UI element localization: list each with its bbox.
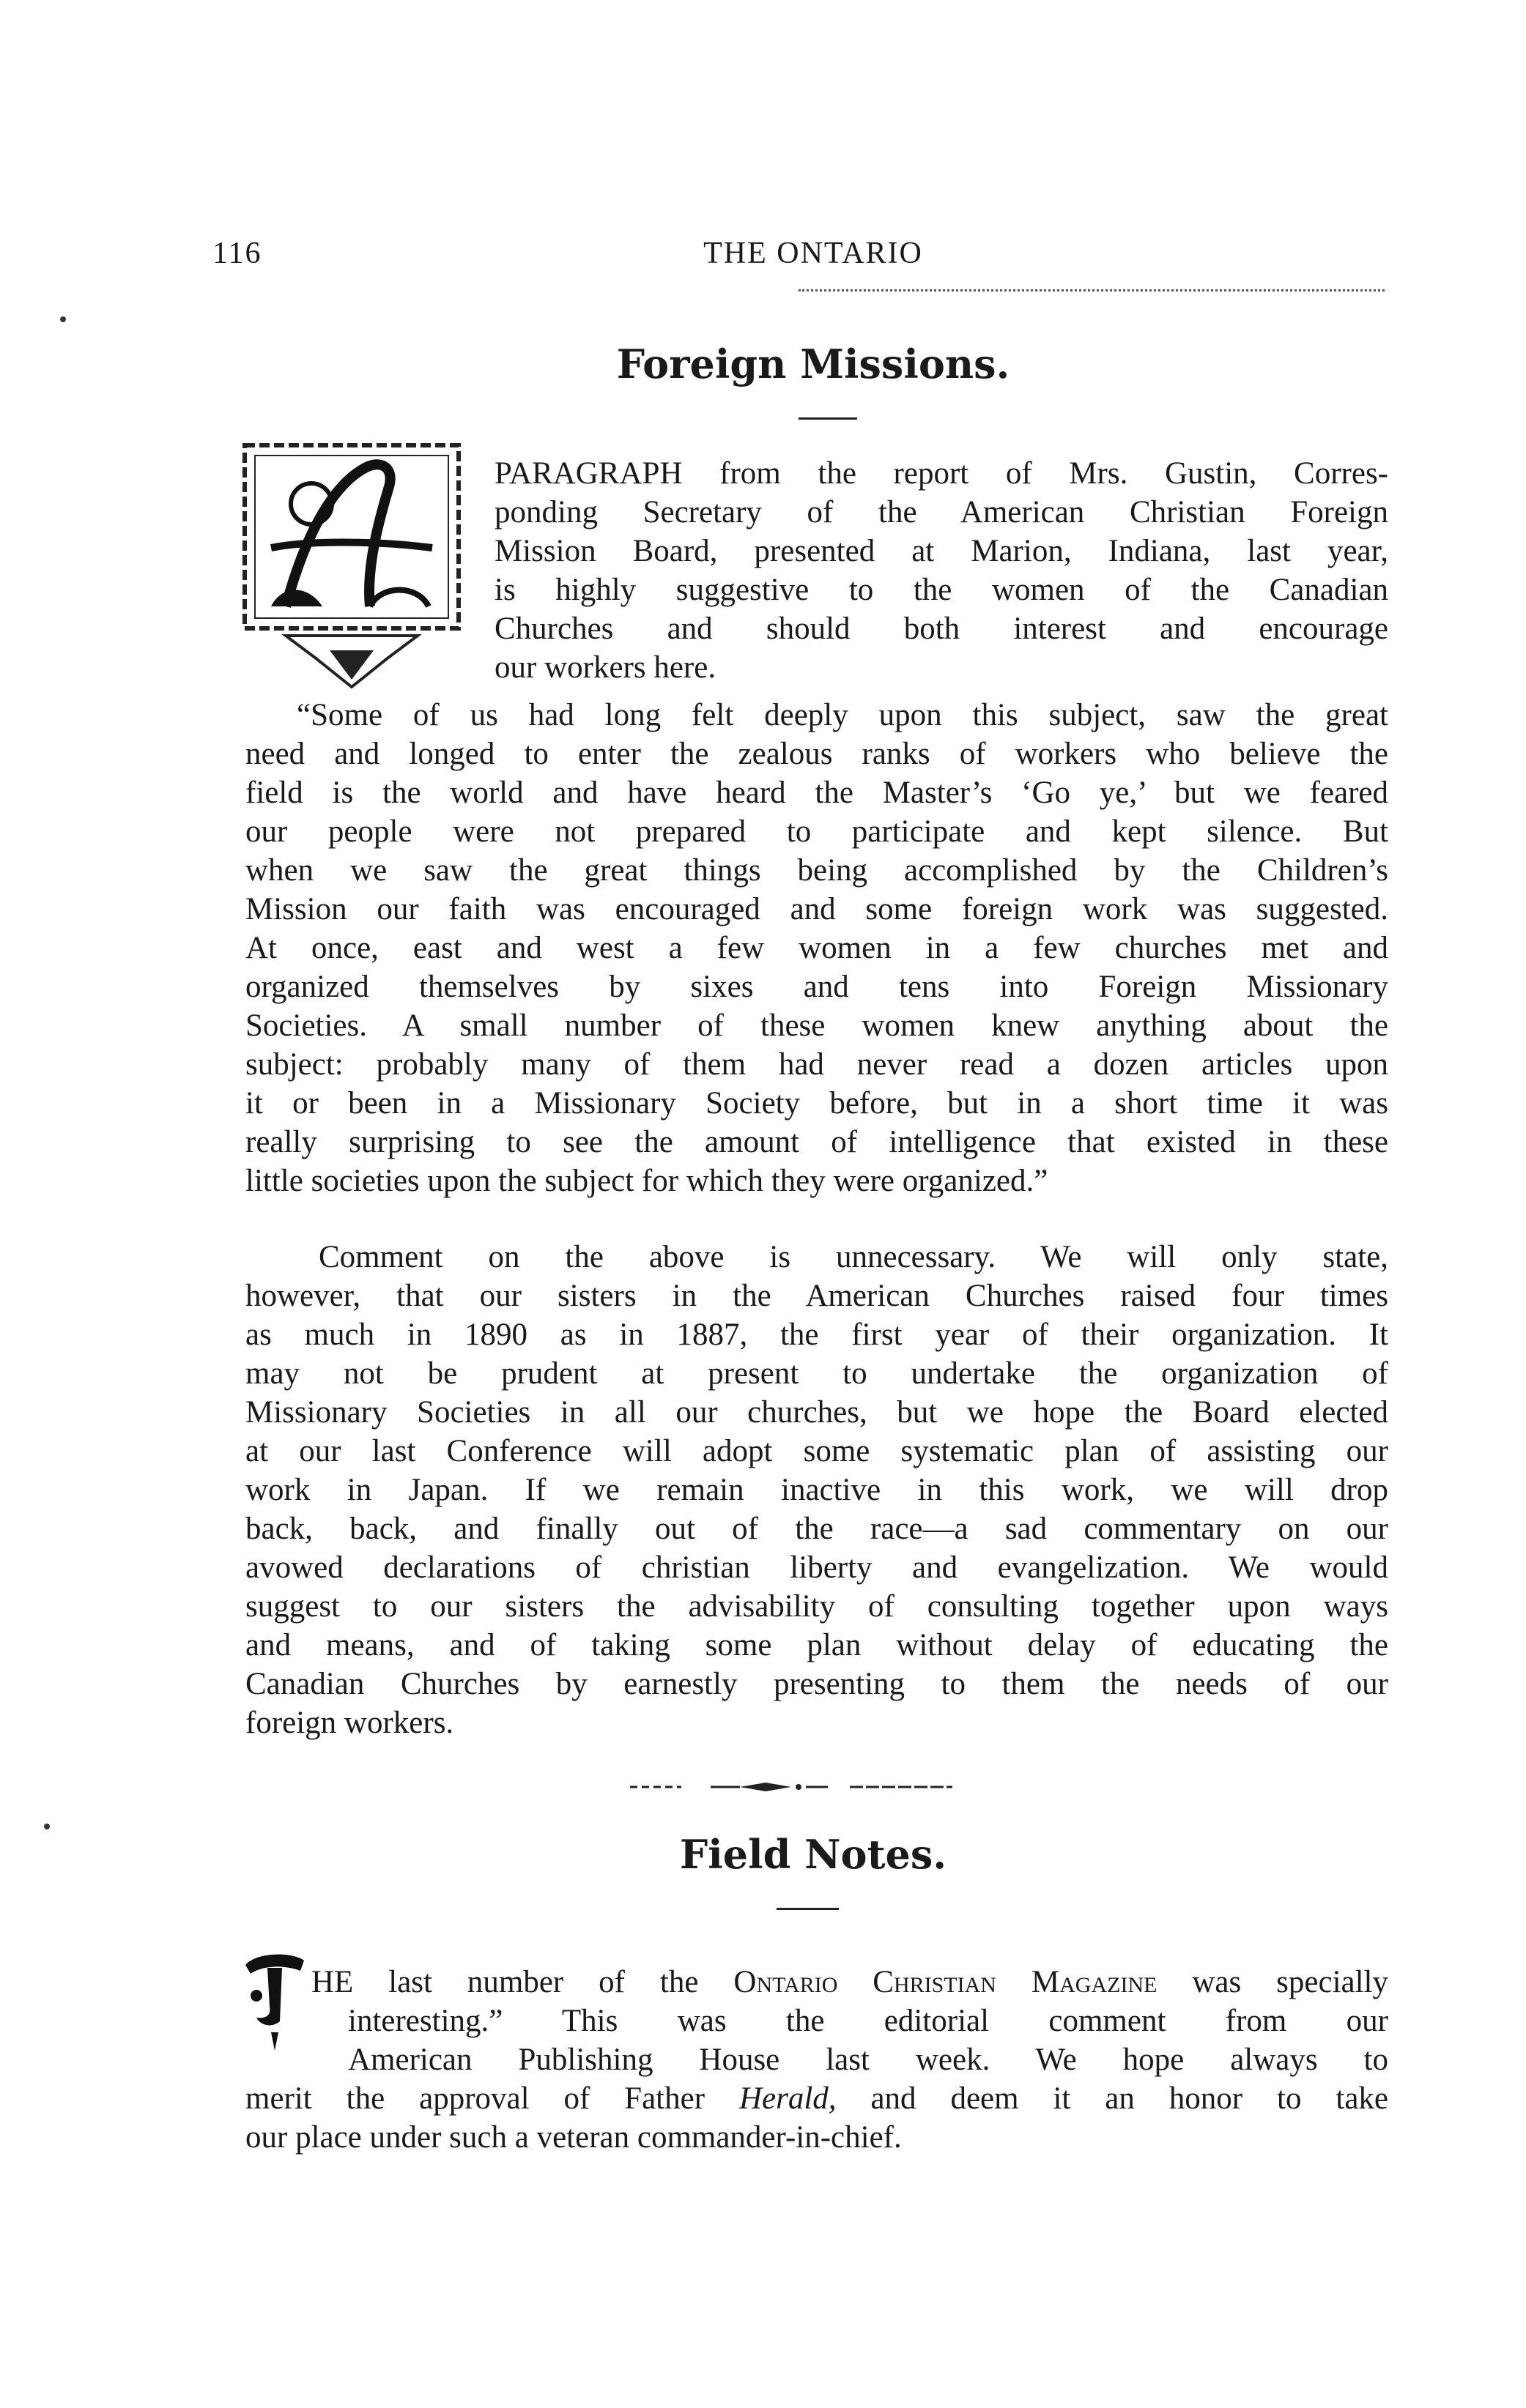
paragraph-line: PARAGRAPH from the report of Mrs. Gustin, Corres- (495, 456, 1388, 491)
paragraph-line: At once, east and west a few women in a few churches met and (245, 931, 1388, 965)
paragraph-line: work in Japan. If we remain inactive in this work, we will drop (245, 1473, 1388, 1507)
paragraph-comment (245, 1238, 1388, 1742)
paragraph-quote (245, 696, 1388, 1200)
paragraph-line: foreign workers. (245, 1706, 454, 1740)
paragraph-line: need and longed to enter the zealous ranks of workers who believe the (245, 737, 1388, 771)
paragraph-line: at our last Conference will adopt some systematic plan of assisting our (245, 1434, 1388, 1468)
page-number: 116 (212, 237, 262, 270)
paragraph-line: avowed declarations of christian liberty and evangelization. We would (245, 1550, 1388, 1585)
paragraph-line: Societies. A small number of these women knew anything about the (245, 1008, 1388, 1043)
paragraph-line: and means, and of taking some plan without delay of educating the (245, 1628, 1388, 1662)
paragraph-line: Churches and should both interest and encourage (495, 612, 1388, 646)
paragraph-intro (495, 454, 1388, 687)
paragraph-line: when we saw the great things being accomplished by the Children’s (245, 853, 1388, 888)
text-run: HE last number of the (311, 1965, 734, 1999)
section-title-field-notes: Field Notes. (679, 1831, 947, 1878)
text-run: and deem it an honor to take (836, 2081, 1388, 2116)
text-run: was specially (1157, 1965, 1388, 1999)
paragraph-line: may not be prudent at present to undertake the organization of (245, 1356, 1388, 1391)
paragraph-line: it or been in a Missionary Society before, but in a short time it was (245, 1086, 1388, 1121)
paragraph-line: American Publishing House last week. We hope always to (348, 2043, 1388, 2077)
paragraph-line: organized themselves by sixes and tens into Foreign Missionary (245, 970, 1388, 1004)
paragraph-line: ponding Secretary of the American Christian Foreign (495, 495, 1388, 529)
paragraph-line: Comment on the above is unnecessary. We will only state, (319, 1240, 1388, 1274)
paragraph-line: Missionary Societies in all our churches, but we hope the Board elected (245, 1395, 1388, 1430)
section-title-rule (777, 1908, 839, 1910)
paragraph-line: suggest to our sisters the advisability of consulting together upon ways (245, 1589, 1388, 1624)
paragraph-line: however, that our sisters in the American Churches raised four times (245, 1279, 1388, 1313)
paragraph-line: Canadian Churches by earnestly presenting to them the needs of our (245, 1667, 1388, 1701)
scan-speck (60, 316, 66, 322)
paragraph-line: “Some of us had long felt deeply upon this subject, saw the great (297, 698, 1388, 732)
paragraph-line: interesting.” This was the editorial comment from our (348, 2004, 1388, 2038)
paragraph-line: as much in 1890 as in 1887, the first year of their organization. It (245, 1318, 1388, 1352)
paragraph-line: our workers here. (495, 650, 716, 685)
paragraph-field-notes (245, 1963, 1388, 2157)
header-dotted-rule (799, 289, 1385, 291)
paragraph-line: little societies upon the subject for which they were organized.” (245, 1164, 1048, 1198)
scan-speck (44, 1824, 50, 1829)
paragraph-line (245, 1963, 1388, 2002)
herald-title: Herald, (738, 2081, 837, 2116)
ornamental-separator-icon (630, 1780, 952, 1794)
paragraph-line: subject: probably many of them had never read a dozen articles upon (245, 1047, 1388, 1082)
magazine-name: Ontario Christian Magazine (733, 1965, 1158, 1999)
section-title-foreign-missions: Foreign Missions. (616, 341, 1010, 387)
paragraph-line: is highly suggestive to the women of the Canadian (495, 573, 1388, 607)
running-title: THE ONTARIO (703, 237, 923, 270)
paragraph-line: Mission our faith was encouraged and some foreign work was suggested. (245, 892, 1388, 926)
section-title-rule (799, 417, 857, 420)
paragraph-line: really surprising to see the amount of intelligence that existed in these (245, 1125, 1388, 1159)
text-run: merit the approval of Father (245, 2081, 739, 2116)
paragraph-line: Mission Board, presented at Marion, Indiana, last year, (495, 534, 1388, 568)
paragraph-line: our people were not prepared to participate and kept silence. But (245, 814, 1388, 849)
paragraph-line: back, back, and finally out of the race—a sad commentary on our (245, 1512, 1388, 1546)
ornamental-dropcap-a-icon (242, 438, 462, 702)
paragraph-line (245, 2079, 1388, 2118)
paragraph-line: our place under such a veteran commander-in-chief. (245, 2120, 902, 2155)
paragraph-line: field is the world and have heard the Master’s ‘Go ye,’ but we feared (245, 776, 1388, 810)
running-header (212, 236, 1414, 280)
